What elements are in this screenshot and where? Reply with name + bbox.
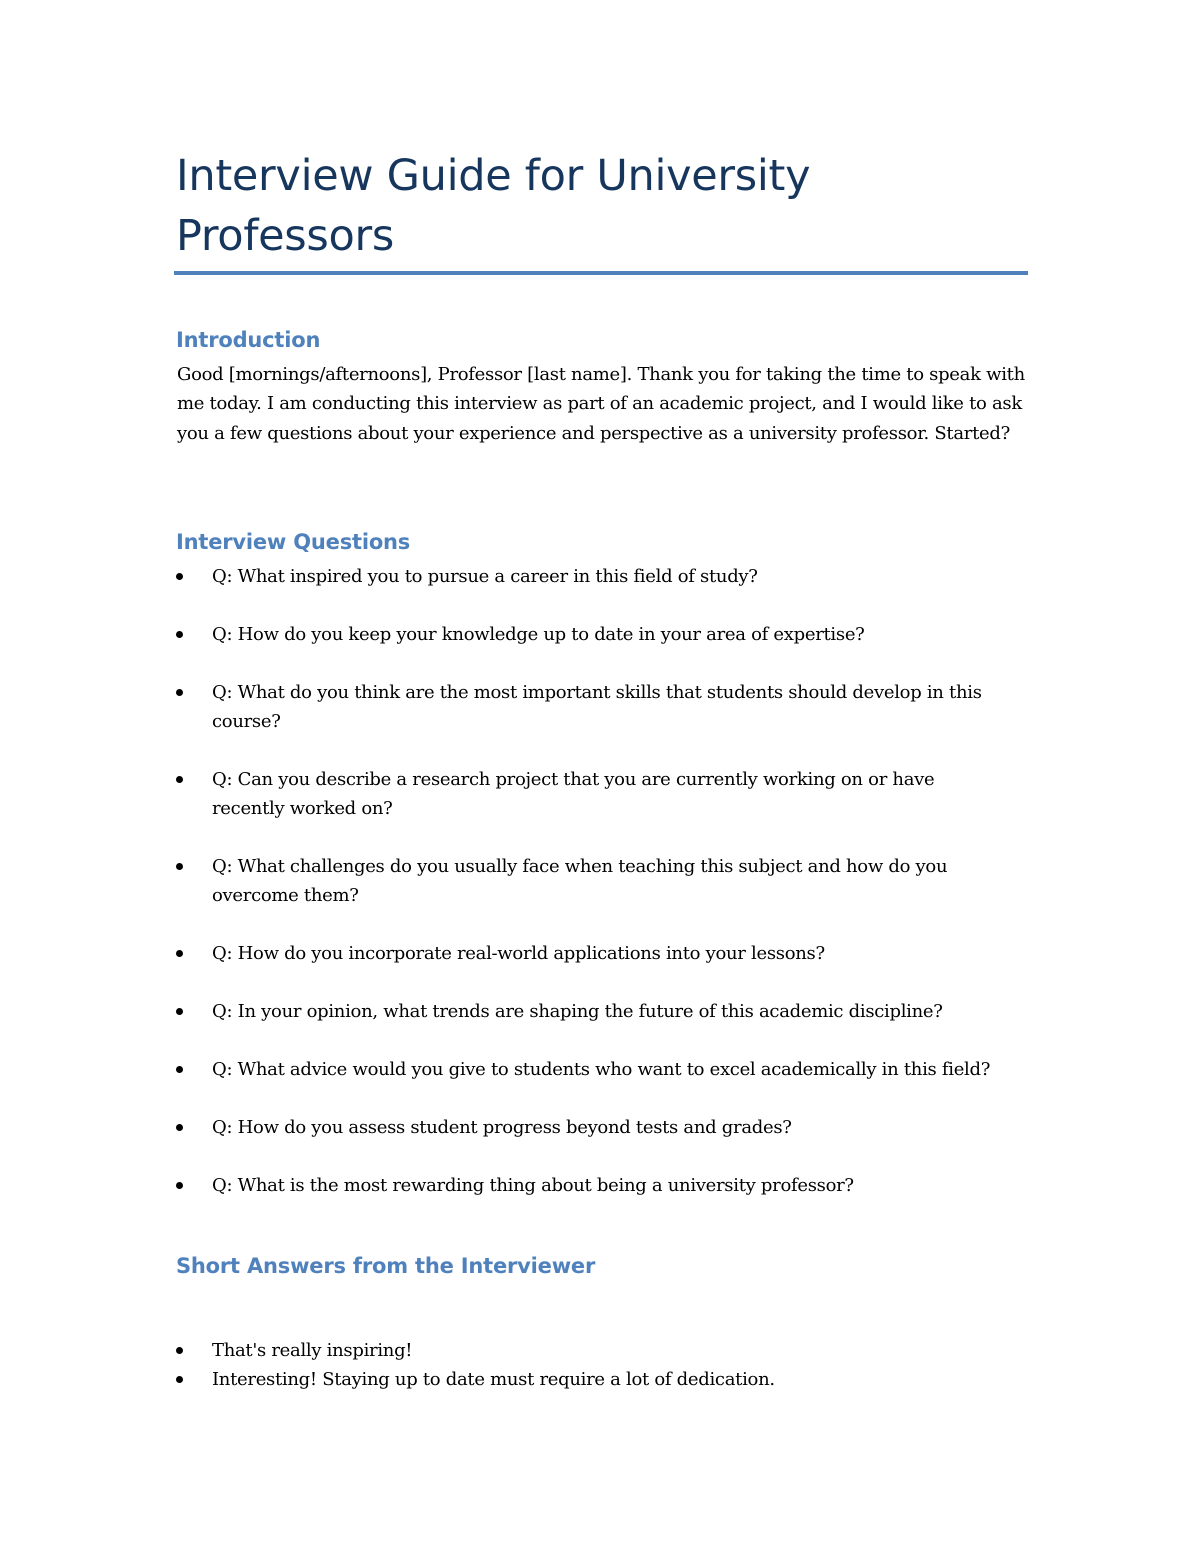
question-item — [0, 620, 1200, 649]
bullet-icon — [0, 1171, 212, 1200]
question-text: Q: In your opinion, what trends are shaping the future of this academic discipline? — [212, 1001, 943, 1022]
question-text: Q: What inspired you to pursue a career in this field of study? — [212, 566, 758, 587]
section-heading-short-answers: Short Answers from the Interviewer — [176, 1254, 596, 1278]
question-item — [0, 1171, 1200, 1200]
bullet-icon — [0, 939, 212, 968]
answer-text: That's really inspiring! — [212, 1340, 413, 1361]
bullet-icon — [0, 997, 212, 1026]
answer-item — [0, 1365, 1200, 1394]
question-item — [0, 678, 1200, 736]
answer-text: Interesting! Staying up to date must require a lot of dedication. — [212, 1369, 775, 1390]
question-text: Q: How do you incorporate real-world applications into your lessons? — [212, 943, 825, 964]
question-text: Q: Can you describe a research project that you are currently working on or have recently worked on? — [212, 769, 935, 819]
question-item — [0, 562, 1200, 591]
answer-item — [0, 1336, 1200, 1365]
bullet-icon — [0, 1336, 212, 1365]
bullet-icon — [0, 562, 212, 591]
question-text: Q: How do you assess student progress beyond tests and grades? — [212, 1117, 792, 1138]
short-answers-list — [0, 1336, 1200, 1394]
bullet-icon — [0, 620, 212, 649]
document-title: Interview Guide for University Professors — [176, 151, 811, 261]
introduction-paragraph: Good [mornings/afternoons], Professor [last name]. Thank you for taking the time to speak with me today. I am conducting this interview as part of an academic project, and I would like to ask you a few questions about your experience and perspective as a university professor. Started? — [177, 364, 1025, 444]
question-item — [0, 852, 1200, 910]
interview-questions-list — [0, 562, 1200, 1229]
bullet-icon — [0, 852, 212, 910]
question-text: Q: How do you keep your knowledge up to date in your area of expertise? — [212, 624, 865, 645]
title-underline — [174, 271, 1028, 275]
bullet-icon — [0, 678, 212, 736]
question-item — [0, 1113, 1200, 1142]
question-item — [0, 997, 1200, 1026]
question-item — [0, 939, 1200, 968]
question-text: Q: What challenges do you usually face when teaching this subject and how do you overcome them? — [212, 856, 948, 906]
question-text: Q: What do you think are the most important skills that students should develop in this course? — [212, 682, 982, 732]
bullet-icon — [0, 765, 212, 823]
question-item — [0, 1055, 1200, 1084]
section-heading-interview-questions: Interview Questions — [176, 530, 411, 554]
bullet-icon — [0, 1365, 212, 1394]
question-text: Q: What is the most rewarding thing about being a university professor? — [212, 1175, 854, 1196]
question-item — [0, 765, 1200, 823]
bullet-icon — [0, 1055, 212, 1084]
question-text: Q: What advice would you give to students who want to excel academically in this field? — [212, 1059, 991, 1080]
section-heading-introduction: Introduction — [176, 328, 321, 352]
bullet-icon — [0, 1113, 212, 1142]
